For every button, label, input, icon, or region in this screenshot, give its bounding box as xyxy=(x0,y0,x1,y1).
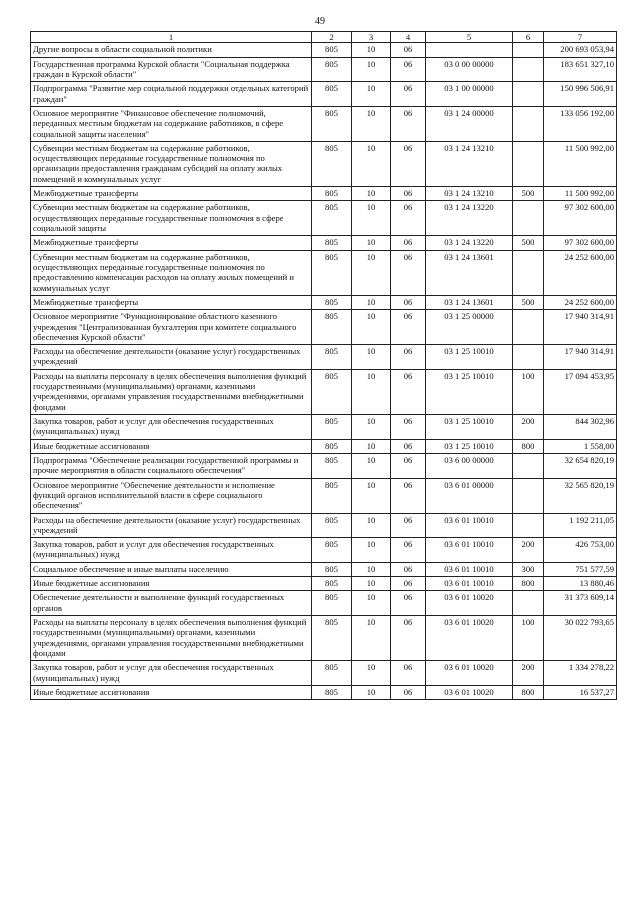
row-grbs-code: 805 xyxy=(312,345,352,370)
table-row xyxy=(31,43,617,57)
row-subsection-code: 06 xyxy=(391,478,426,513)
row-amount: 133 056 192,00 xyxy=(544,106,617,141)
row-subsection-code: 06 xyxy=(391,439,426,453)
row-target-article: 03 6 00 00000 xyxy=(426,453,513,478)
table-row xyxy=(31,616,617,661)
row-name: Расходы на обеспечение деятельности (оказание услуг) государственных учреждений xyxy=(31,513,312,538)
row-amount: 32 565 820,19 xyxy=(544,478,617,513)
row-expense-type xyxy=(513,478,544,513)
row-subsection-code: 06 xyxy=(391,661,426,686)
row-name: Другие вопросы в области социальной политики xyxy=(31,43,312,57)
row-target-article: 03 1 25 10010 xyxy=(426,439,513,453)
row-expense-type xyxy=(513,82,544,107)
row-target-article: 03 1 25 10010 xyxy=(426,415,513,440)
table-row xyxy=(31,106,617,141)
row-section-code: 10 xyxy=(352,616,391,661)
row-expense-type: 500 xyxy=(513,236,544,250)
row-grbs-code: 805 xyxy=(312,415,352,440)
row-grbs-code: 805 xyxy=(312,661,352,686)
row-expense-type: 800 xyxy=(513,577,544,591)
row-subsection-code: 06 xyxy=(391,43,426,57)
row-subsection-code: 06 xyxy=(391,57,426,82)
row-amount: 844 302,96 xyxy=(544,415,617,440)
row-expense-type: 300 xyxy=(513,562,544,576)
row-expense-type: 800 xyxy=(513,439,544,453)
column-header: 6 xyxy=(513,32,544,43)
row-name: Иные бюджетные ассигнования xyxy=(31,685,312,699)
row-target-article: 03 1 24 00000 xyxy=(426,106,513,141)
row-amount: 97 302 600,00 xyxy=(544,236,617,250)
row-amount: 24 252 600,00 xyxy=(544,295,617,309)
row-section-code: 10 xyxy=(352,43,391,57)
row-section-code: 10 xyxy=(352,82,391,107)
row-grbs-code: 805 xyxy=(312,439,352,453)
table-row xyxy=(31,201,617,236)
table-row xyxy=(31,591,617,616)
row-section-code: 10 xyxy=(352,345,391,370)
row-section-code: 10 xyxy=(352,661,391,686)
row-section-code: 10 xyxy=(352,685,391,699)
row-amount: 11 500 992,00 xyxy=(544,141,617,186)
table-row xyxy=(31,415,617,440)
row-expense-type xyxy=(513,57,544,82)
row-subsection-code: 06 xyxy=(391,310,426,345)
row-target-article: 03 1 24 13210 xyxy=(426,187,513,201)
row-target-article: 03 6 01 10020 xyxy=(426,591,513,616)
row-grbs-code: 805 xyxy=(312,106,352,141)
table-row xyxy=(31,661,617,686)
table-row xyxy=(31,513,617,538)
row-section-code: 10 xyxy=(352,250,391,295)
row-expense-type: 200 xyxy=(513,538,544,563)
row-amount: 183 651 327,10 xyxy=(544,57,617,82)
row-target-article: 03 1 00 00000 xyxy=(426,82,513,107)
table-row xyxy=(31,439,617,453)
column-header: 1 xyxy=(31,32,312,43)
row-section-code: 10 xyxy=(352,415,391,440)
row-subsection-code: 06 xyxy=(391,513,426,538)
row-name: Обеспечение деятельности и выполнение функций государственных органов xyxy=(31,591,312,616)
row-target-article: 03 1 24 13220 xyxy=(426,236,513,250)
row-amount: 150 996 506,91 xyxy=(544,82,617,107)
table-row xyxy=(31,577,617,591)
table-row xyxy=(31,685,617,699)
row-name: Субвенции местным бюджетам на содержание работников, осуществляющих переданные государственные полномочия по организации предоставления гражданам субсидий на оплату жилых помещений и коммунальных услуг xyxy=(31,141,312,186)
row-expense-type: 100 xyxy=(513,369,544,414)
row-grbs-code: 805 xyxy=(312,187,352,201)
row-expense-type xyxy=(513,106,544,141)
row-section-code: 10 xyxy=(352,369,391,414)
row-grbs-code: 805 xyxy=(312,201,352,236)
row-amount: 16 537,27 xyxy=(544,685,617,699)
row-target-article xyxy=(426,43,513,57)
table-row xyxy=(31,310,617,345)
column-header: 3 xyxy=(352,32,391,43)
row-name: Расходы на обеспечение деятельности (оказание услуг) государственных учреждений xyxy=(31,345,312,370)
row-grbs-code: 805 xyxy=(312,369,352,414)
row-section-code: 10 xyxy=(352,141,391,186)
row-amount: 31 373 609,14 xyxy=(544,591,617,616)
row-expense-type xyxy=(513,591,544,616)
table-row xyxy=(31,345,617,370)
row-expense-type xyxy=(513,250,544,295)
table-row xyxy=(31,82,617,107)
row-subsection-code: 06 xyxy=(391,577,426,591)
table-row xyxy=(31,236,617,250)
row-amount: 1 192 211,05 xyxy=(544,513,617,538)
table-row xyxy=(31,187,617,201)
row-target-article: 03 1 24 13601 xyxy=(426,295,513,309)
row-expense-type xyxy=(513,513,544,538)
row-name: Межбюджетные трансферты xyxy=(31,187,312,201)
row-section-code: 10 xyxy=(352,57,391,82)
row-amount: 751 577,59 xyxy=(544,562,617,576)
row-expense-type: 100 xyxy=(513,616,544,661)
row-expense-type xyxy=(513,201,544,236)
row-name: Закупка товаров, работ и услуг для обеспечения государственных (муниципальных) нужд xyxy=(31,538,312,563)
row-grbs-code: 805 xyxy=(312,538,352,563)
row-target-article: 03 0 00 00000 xyxy=(426,57,513,82)
row-name: Основное мероприятие "Обеспечение деятельности и исполнение функций органов исполнительной власти в сфере социального обеспечения" xyxy=(31,478,312,513)
row-expense-type xyxy=(513,43,544,57)
row-expense-type: 500 xyxy=(513,295,544,309)
table-row xyxy=(31,538,617,563)
row-expense-type xyxy=(513,453,544,478)
row-section-code: 10 xyxy=(352,236,391,250)
row-target-article: 03 1 24 13601 xyxy=(426,250,513,295)
row-grbs-code: 805 xyxy=(312,616,352,661)
row-expense-type: 500 xyxy=(513,187,544,201)
row-target-article: 03 6 01 10020 xyxy=(426,685,513,699)
row-grbs-code: 805 xyxy=(312,43,352,57)
row-subsection-code: 06 xyxy=(391,250,426,295)
row-subsection-code: 06 xyxy=(391,562,426,576)
row-grbs-code: 805 xyxy=(312,250,352,295)
row-grbs-code: 805 xyxy=(312,236,352,250)
table-row xyxy=(31,453,617,478)
row-name: Межбюджетные трансферты xyxy=(31,295,312,309)
row-section-code: 10 xyxy=(352,106,391,141)
row-section-code: 10 xyxy=(352,310,391,345)
row-amount: 97 302 600,00 xyxy=(544,201,617,236)
page-number: 49 xyxy=(315,16,325,27)
row-section-code: 10 xyxy=(352,577,391,591)
row-amount: 1 558,00 xyxy=(544,439,617,453)
row-grbs-code: 805 xyxy=(312,57,352,82)
row-name: Основное мероприятие "Функционирование областного казенного учреждения "Централизованная бухгалтерия при комитете социального обеспечения Курской области" xyxy=(31,310,312,345)
row-amount: 24 252 600,00 xyxy=(544,250,617,295)
row-subsection-code: 06 xyxy=(391,453,426,478)
table-header-row xyxy=(31,32,617,43)
row-section-code: 10 xyxy=(352,513,391,538)
row-section-code: 10 xyxy=(352,201,391,236)
row-grbs-code: 805 xyxy=(312,295,352,309)
row-subsection-code: 06 xyxy=(391,685,426,699)
row-expense-type xyxy=(513,310,544,345)
row-target-article: 03 6 01 10010 xyxy=(426,513,513,538)
row-target-article: 03 1 24 13210 xyxy=(426,141,513,186)
row-target-article: 03 6 01 10020 xyxy=(426,616,513,661)
row-target-article: 03 1 25 00000 xyxy=(426,310,513,345)
row-amount: 32 654 820,19 xyxy=(544,453,617,478)
row-expense-type: 200 xyxy=(513,415,544,440)
row-grbs-code: 805 xyxy=(312,141,352,186)
row-section-code: 10 xyxy=(352,591,391,616)
row-subsection-code: 06 xyxy=(391,236,426,250)
row-name: Закупка товаров, работ и услуг для обеспечения государственных (муниципальных) нужд xyxy=(31,661,312,686)
row-subsection-code: 06 xyxy=(391,187,426,201)
table-row xyxy=(31,141,617,186)
row-section-code: 10 xyxy=(352,478,391,513)
row-section-code: 10 xyxy=(352,538,391,563)
row-grbs-code: 805 xyxy=(312,562,352,576)
table-row xyxy=(31,369,617,414)
row-amount: 1 334 278,22 xyxy=(544,661,617,686)
row-name: Закупка товаров, работ и услуг для обеспечения государственных (муниципальных) нужд xyxy=(31,415,312,440)
table-row xyxy=(31,250,617,295)
row-target-article: 03 6 01 10020 xyxy=(426,661,513,686)
row-target-article: 03 6 01 10010 xyxy=(426,562,513,576)
row-name: Основное мероприятие "Финансовое обеспечение полномочий, переданных местным бюджетам на содержание работников, в сфере социальной защиты населения" xyxy=(31,106,312,141)
row-target-article: 03 6 01 10010 xyxy=(426,538,513,563)
row-subsection-code: 06 xyxy=(391,106,426,141)
row-grbs-code: 805 xyxy=(312,310,352,345)
row-subsection-code: 06 xyxy=(391,616,426,661)
column-header: 4 xyxy=(391,32,426,43)
row-name: Субвенции местным бюджетам на содержание работников, осуществляющих переданные государственные полномочия в сфере социальной защиты xyxy=(31,201,312,236)
table-row xyxy=(31,57,617,82)
column-header: 5 xyxy=(426,32,513,43)
row-name: Расходы на выплаты персоналу в целях обеспечения выполнения функций государственными (муниципальными) органами, казенными учреждениями, органами управления государственными внебюджетными фондами xyxy=(31,616,312,661)
row-subsection-code: 06 xyxy=(391,141,426,186)
row-expense-type: 200 xyxy=(513,661,544,686)
row-grbs-code: 805 xyxy=(312,478,352,513)
row-grbs-code: 805 xyxy=(312,577,352,591)
row-amount: 17 940 314,91 xyxy=(544,310,617,345)
table-row xyxy=(31,562,617,576)
row-name: Расходы на выплаты персоналу в целях обеспечения выполнения функций государственными (муниципальными) органами, казенными учреждениями, органами управления государственными внебюджетными фондами xyxy=(31,369,312,414)
row-amount: 17 940 314,91 xyxy=(544,345,617,370)
row-expense-type xyxy=(513,345,544,370)
row-subsection-code: 06 xyxy=(391,538,426,563)
row-target-article: 03 1 24 13220 xyxy=(426,201,513,236)
row-section-code: 10 xyxy=(352,453,391,478)
row-subsection-code: 06 xyxy=(391,201,426,236)
budget-table xyxy=(30,31,617,700)
row-target-article: 03 6 01 10010 xyxy=(426,577,513,591)
table-row xyxy=(31,478,617,513)
row-name: Субвенции местным бюджетам на содержание работников, осуществляющих переданные государственные полномочия по предоставлению компенсации расходов на оплату жилых помещений и коммунальных услуг xyxy=(31,250,312,295)
row-grbs-code: 805 xyxy=(312,453,352,478)
row-subsection-code: 06 xyxy=(391,415,426,440)
row-name: Подпрограмма "Развитие мер социальной поддержки отдельных категорий граждан" xyxy=(31,82,312,107)
row-subsection-code: 06 xyxy=(391,591,426,616)
row-amount: 17 094 453,95 xyxy=(544,369,617,414)
row-target-article: 03 1 25 10010 xyxy=(426,369,513,414)
row-subsection-code: 06 xyxy=(391,369,426,414)
row-section-code: 10 xyxy=(352,439,391,453)
row-name: Иные бюджетные ассигнования xyxy=(31,577,312,591)
row-subsection-code: 06 xyxy=(391,295,426,309)
row-amount: 13 880,46 xyxy=(544,577,617,591)
column-header: 7 xyxy=(544,32,617,43)
row-target-article: 03 6 01 00000 xyxy=(426,478,513,513)
row-amount: 11 500 992,00 xyxy=(544,187,617,201)
row-subsection-code: 06 xyxy=(391,82,426,107)
row-name: Иные бюджетные ассигнования xyxy=(31,439,312,453)
row-grbs-code: 805 xyxy=(312,513,352,538)
column-header: 2 xyxy=(312,32,352,43)
row-name: Государственная программа Курской области "Социальная поддержка граждан в Курской области" xyxy=(31,57,312,82)
row-section-code: 10 xyxy=(352,295,391,309)
row-expense-type: 800 xyxy=(513,685,544,699)
table-row xyxy=(31,295,617,309)
row-section-code: 10 xyxy=(352,562,391,576)
row-amount: 426 753,00 xyxy=(544,538,617,563)
row-target-article: 03 1 25 10010 xyxy=(426,345,513,370)
row-name: Социальное обеспечение и иные выплаты населению xyxy=(31,562,312,576)
row-grbs-code: 805 xyxy=(312,685,352,699)
row-subsection-code: 06 xyxy=(391,345,426,370)
row-amount: 30 022 793,65 xyxy=(544,616,617,661)
row-grbs-code: 805 xyxy=(312,591,352,616)
row-section-code: 10 xyxy=(352,187,391,201)
row-name: Межбюджетные трансферты xyxy=(31,236,312,250)
row-name: Подпрограмма "Обеспечение реализации государственной программы и прочие мероприятия в области социального обеспечения" xyxy=(31,453,312,478)
row-amount: 200 693 053,94 xyxy=(544,43,617,57)
row-grbs-code: 805 xyxy=(312,82,352,107)
row-expense-type xyxy=(513,141,544,186)
